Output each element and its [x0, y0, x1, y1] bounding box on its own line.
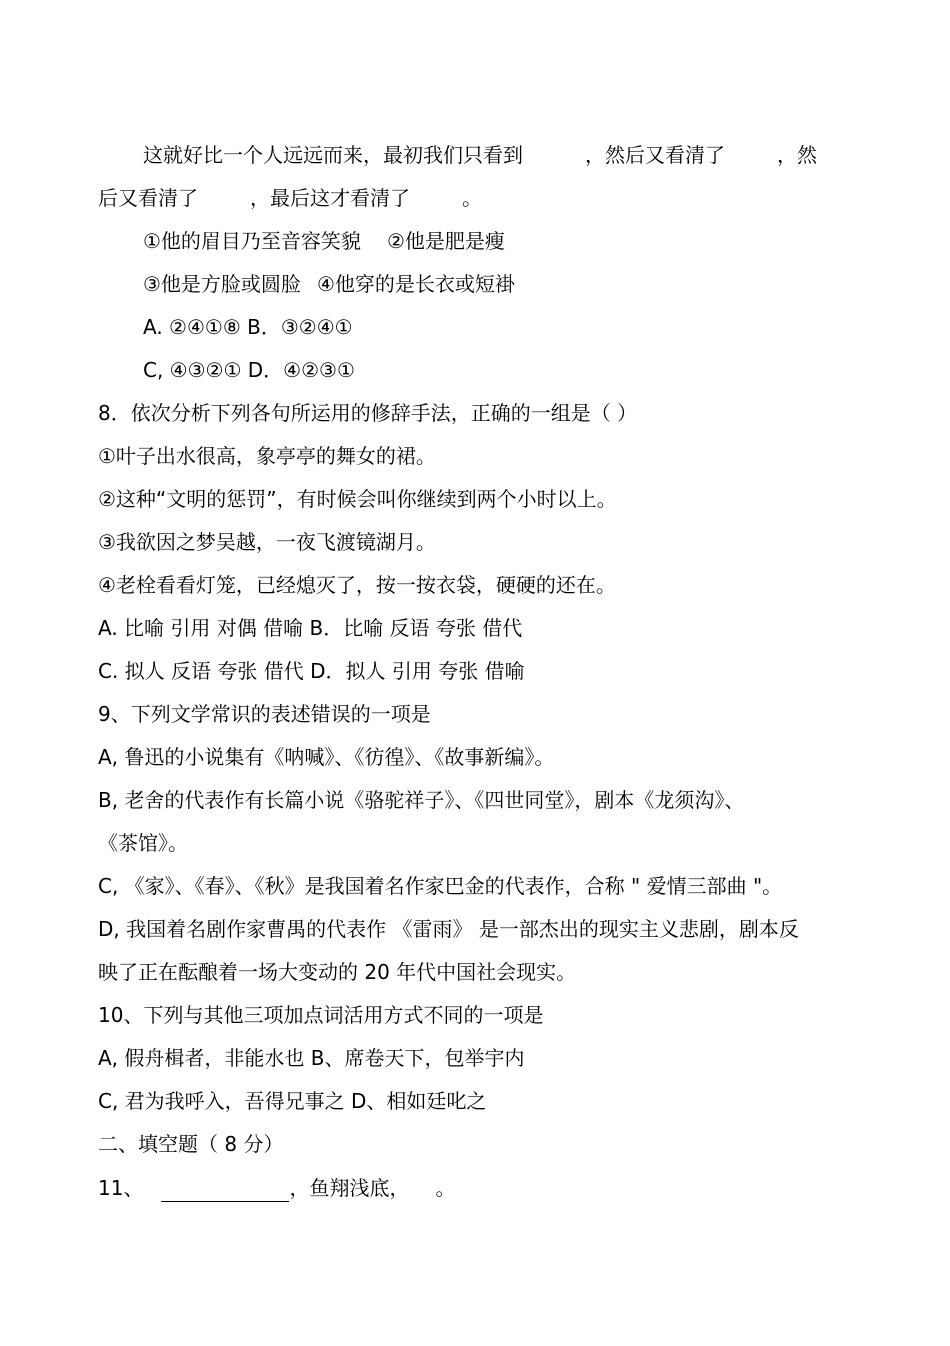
q7-item-3: ③他是方脸或圆脸	[143, 272, 301, 296]
q10-option-cd: C, 君为我呼入，吾得兄事之 D、相如廷叱之	[98, 1089, 487, 1113]
q7-item-1: ①他的眉目乃至音容笑貌	[143, 229, 361, 253]
q7-stem-b: ，然后又看清了	[585, 143, 725, 167]
q7-stem-d: 后又看清了	[98, 186, 198, 210]
q8-sentence-1: ①叶子出水很高，象亭亭的舞女的裙。	[98, 444, 436, 468]
q8-sentence-2: ②这种“文明的惩罚”，有时候会叫你继续到两个小时以上。	[98, 487, 617, 511]
q7-item-2: ②他是肥是瘦	[386, 229, 505, 253]
q7-stem-a: 这就好比一个人远远而来，最初我们只看到	[143, 143, 523, 167]
q7-stem-c: ，然	[777, 143, 817, 167]
q7-item-4: ④他穿的是长衣或短褂	[316, 272, 515, 296]
q7-stem-f: 。	[462, 186, 482, 210]
q7-stem-line-2	[98, 184, 482, 212]
q7-option-cd: C, ④③②① D．④②③①	[143, 358, 355, 382]
q9-option-b-line-1: B, 老舍的代表作有长篇小说《骆驼祥子》、《四世同堂》，剧本《龙须沟》、	[98, 788, 745, 812]
q9-option-d-line-1: D, 我国着名剧作家曹禺的代表作 《雷雨》 是一部杰出的现实主义悲剧，剧本反	[98, 917, 799, 941]
q8-sentence-4: ④老栓看看灯笼，已经熄灭了，按一按衣袋，硬硬的还在。	[98, 573, 616, 597]
q9-option-b-line-2: 《茶馆》。	[98, 831, 188, 855]
q9-option-a: A, 鲁迅的小说集有《呐喊》、《彷徨》、《故事新编》。	[98, 745, 555, 769]
q11-blank-1[interactable]	[161, 1177, 289, 1202]
q7-stem-e: ，最后这才看清了	[250, 186, 410, 210]
q7-option-ab: A. ②④①⑧ B．③②④①	[143, 315, 353, 339]
q7-stem-line-1	[143, 141, 817, 169]
q10-stem: 10、下列与其他三项加点词活用方式不同的一项是	[98, 1003, 544, 1027]
q8-option-ab: A. 比喻 引用 对偶 借喻 B．比喻 反语 夸张 借代	[98, 616, 523, 640]
q8-sentence-3: ③我欲因之梦吴越，一夜飞渡镜湖月。	[98, 530, 436, 554]
q10-option-ab: A, 假舟楫者，非能水也 B、席卷天下，包举宇内	[98, 1046, 525, 1070]
q9-option-c: C, 《家》、《春》、《秋》是我国着名作家巴金的代表作，合称 " 爱情三部曲 "。	[98, 874, 783, 898]
q7-items-line-1	[143, 227, 505, 255]
q7-items-line-2	[143, 270, 515, 298]
q11-line	[98, 1174, 455, 1202]
q11-end: 。	[435, 1176, 456, 1200]
q8-stem: 8．依次分析下列各句所运用的修辞手法，正确的一组是（ ）	[98, 401, 638, 425]
q11-text-after: ，鱼翔浅底，	[289, 1176, 410, 1200]
q8-option-cd: C. 拟人 反语 夸张 借代 D．拟人 引用 夸张 借喻	[98, 659, 525, 683]
q9-option-d-line-2: 映了正在酝酿着一场大变动的 20 年代中国社会现实。	[98, 960, 577, 984]
q9-stem: 9、下列文学常识的表述错误的一项是	[98, 702, 431, 726]
section-2-heading: 二、填空题（ 8 分）	[98, 1132, 284, 1156]
q11-number: 11、	[98, 1176, 144, 1200]
